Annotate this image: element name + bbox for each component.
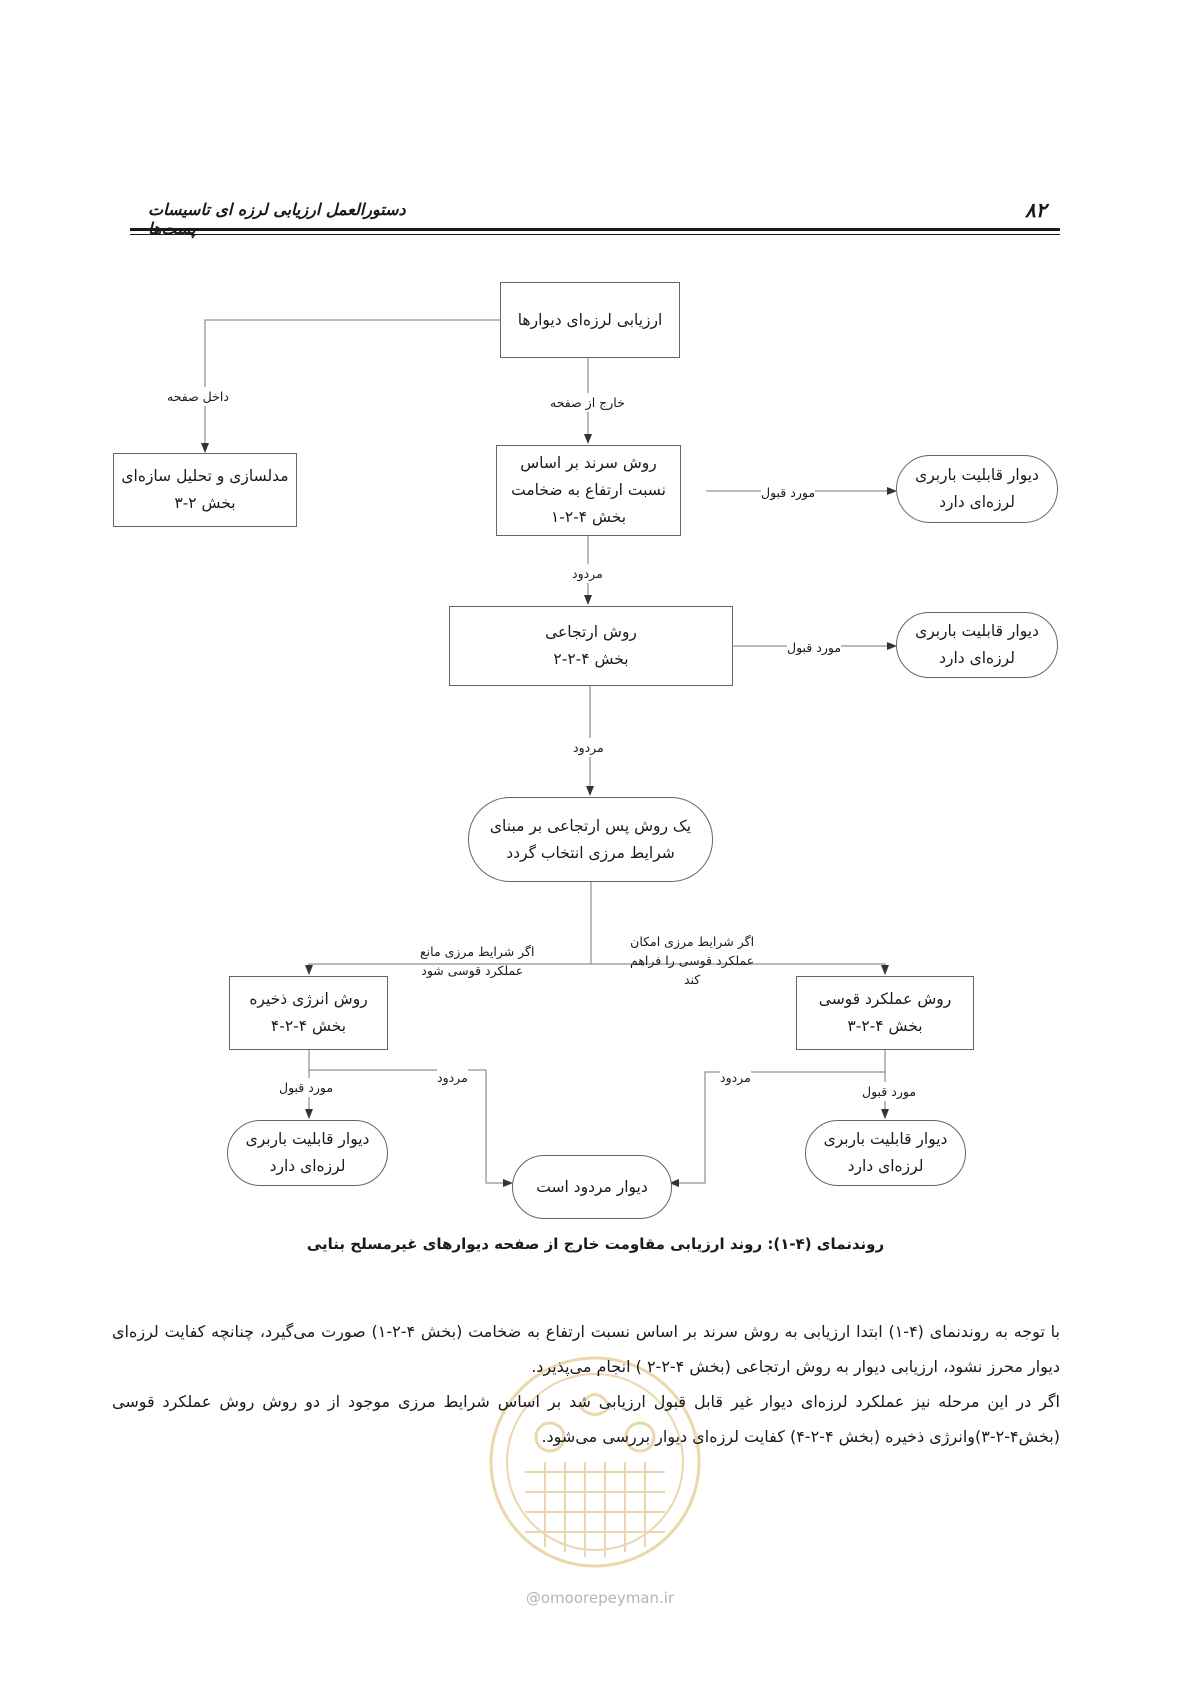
node-text: دیوار قابلیت باربری	[823, 1130, 948, 1148]
label-line: اگر شرایط مرزی مانع	[420, 944, 535, 959]
node-text: بخش ۴-۲-۳	[847, 1017, 923, 1035]
node-text: دیوار مردود است	[536, 1177, 648, 1196]
running-header-title: دستورالعمل ارزیابی لرزه ای تاسیسات	[148, 200, 406, 219]
label-rejected-energy: مردود	[437, 1070, 468, 1085]
node-text: نسبت ارتفاع به ضخامت	[511, 481, 666, 499]
node-text: دیوار قابلیت باربری	[245, 1130, 370, 1148]
node-screening-method	[496, 445, 681, 536]
node-text: دیوار قابلیت باربری	[915, 466, 1039, 484]
node-text: بخش ۴-۲-۲	[553, 650, 629, 668]
figure-caption: روندنمای (۴-۱): روند ارزیابی مقاومت خارج از صفحه دیوارهای غیرمسلح بنایی	[306, 1235, 885, 1253]
node-in-plane-modeling	[113, 453, 297, 527]
node-text: شرایط مرزی انتخاب گردد	[506, 843, 675, 862]
node-text: لرزه‌ای دارد	[269, 1157, 346, 1175]
node-accept-3	[227, 1120, 388, 1186]
node-text: روش انرژی ذخیره	[249, 990, 368, 1008]
node-wall-seismic-evaluation	[500, 282, 680, 358]
node-accept-2	[896, 612, 1058, 678]
body-paragraph-2: اگر در این مرحله نیز عملکرد لرزه‌ای دیوار غیر قابل قبول ارزیابی شد بر اساس شرایط مرزی موجود از دو روش روش عملکرد قوسی (بخش۴-۲-۳)وانرژی ذخیره (بخش ۴-۲-۴) کفایت لرزه‌ای دیوار بررسی می‌شود.	[112, 1392, 1060, 1446]
label-line: عملکرد قوسی شود	[421, 963, 524, 978]
body-paragraph-1: با توجه به روندنمای (۴-۱) ابتدا ارزیابی به روش سرند بر اساس نسبت ارتفاع به ضخامت (بخش ۴-۲-۱) صورت می‌گیرد، چنانچه کفایت لرزه‌ای دیوار محرز نشود، ارزیابی دیوار به روش ارتجاعی (بخش ۴-۲-۲ ) انجام می‌پذیرد.	[112, 1322, 1061, 1376]
node-text: لرزه‌ای دارد	[939, 493, 1015, 511]
label-out-of-plane: خارج از صفحه	[550, 395, 625, 410]
label-accepted-1: مورد قبول	[761, 485, 816, 500]
label-if-boundary-allows-arching	[630, 932, 754, 989]
node-text: روش ارتجاعی	[545, 623, 637, 641]
node-post-elastic-selection	[468, 797, 713, 882]
page-number: ۸۲	[1025, 198, 1047, 222]
node-arching-method	[796, 976, 974, 1050]
node-text: لرزه‌ای دارد	[939, 649, 1015, 667]
node-wall-rejected	[512, 1155, 672, 1219]
label-rejected-1: مردود	[572, 566, 603, 581]
node-stored-energy-method	[229, 976, 388, 1050]
label-accepted-2: مورد قبول	[787, 640, 842, 655]
label-rejected-2: مردود	[573, 740, 604, 755]
node-accept-4	[805, 1120, 966, 1186]
label-if-boundary-prevents-arching	[420, 942, 534, 980]
label-accepted-energy: مورد قبول	[279, 1080, 334, 1095]
node-accept-1	[896, 455, 1058, 523]
label-rejected-arching: مردود	[720, 1070, 751, 1085]
node-text: دیوار قابلیت باربری	[915, 622, 1039, 640]
label-accepted-arching: مورد قبول	[862, 1084, 917, 1099]
node-text: روش سرند بر اساس	[520, 454, 657, 472]
node-text: یک روش پس ارتجاعی بر مبنای	[489, 816, 692, 835]
node-text: ارزیابی لرزه‌ای دیوارها	[517, 310, 663, 329]
node-text: بخش ۴-۲-۱	[550, 508, 627, 526]
node-text: بخش ۲-۳	[174, 494, 236, 512]
node-text: لرزه‌ای دارد	[847, 1157, 924, 1175]
label-line: اگر شرایط مرزی امکان	[630, 934, 755, 949]
node-text: بخش ۴-۲-۴	[270, 1017, 347, 1035]
edge-start-to-inplane	[205, 320, 501, 452]
watermark-url: @omoorepeyman.ir	[525, 1589, 675, 1607]
label-in-plane: داخل صفحه	[167, 389, 229, 404]
node-elastic-method	[449, 606, 733, 686]
label-line: عملکرد قوسی را فراهم	[630, 953, 755, 968]
label-line: کند	[683, 972, 701, 987]
node-text: مدلسازی و تحلیل سازه‌ای	[121, 467, 289, 485]
node-text: روش عملکرد قوسی	[818, 990, 952, 1008]
